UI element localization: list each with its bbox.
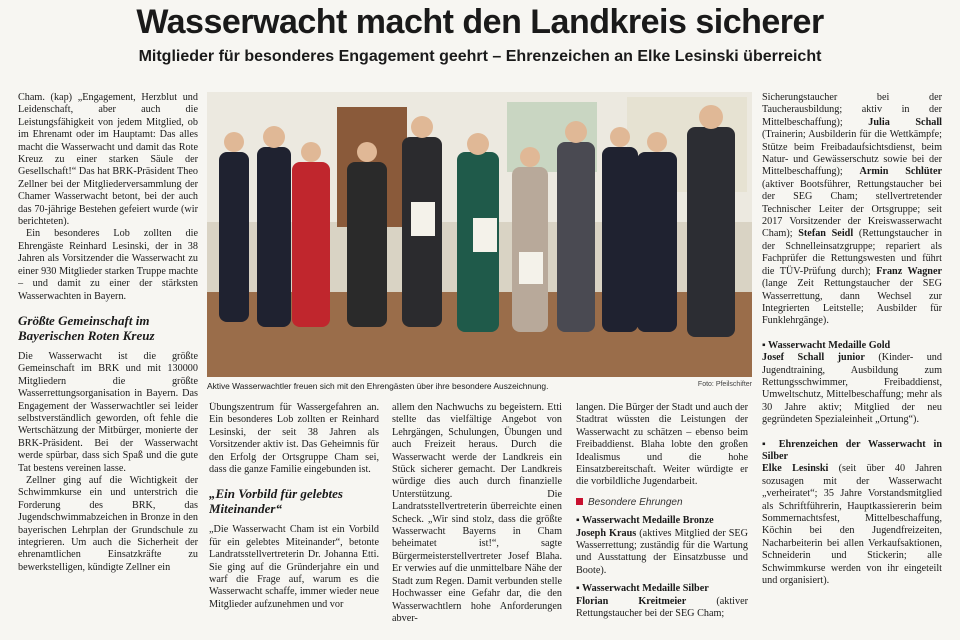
award-entry: [576, 528, 748, 578]
group-photo-image: [207, 92, 752, 377]
honoree-text: Sicherungstaucher bei der Taucherausbildung; aktiv in der Mittelbeschaffung);: [762, 92, 942, 128]
paragraph: langen. Die Bürger der Stadt und auch der Stadtrat wüssten die Leistungen der Wasserwacht zu schätzen – ebenso beim Freibaddienst. Blaha lobte den großen Idealismus und die hohe Einsatzbereitschaft. Weiter würdigte er die vorbildliche Jugendarbeit.: [576, 402, 748, 488]
award-entry: [762, 92, 942, 328]
headline: Wasserwacht macht den Landkreis sicherer: [136, 3, 824, 41]
honors-heading-text: Besondere Ehrungen: [588, 496, 683, 508]
award-title: ▪ Wasserwacht Medaille Silber: [576, 583, 709, 595]
column-2: [209, 402, 379, 640]
paragraph: Übungszentrum für Wassergefahren an. Ein besonderes Lob zollten er Reinhard Lesinski, der seit 38 Jahren als Vorsitzender aktiv ist. Das Geheimnis für den Erfolg der Ortsgruppe Cham sei, dass die ganze Familie eingebunden ist.: [209, 402, 379, 476]
honoree-name: Armin Schlüter: [859, 166, 942, 178]
award-entry: [576, 596, 748, 621]
red-square-icon: [576, 498, 583, 505]
honoree-name: Stefan Seidl: [798, 228, 854, 240]
photo-credit: Foto: Pfeilschifter: [697, 381, 752, 388]
honoree-text: (seit über 40 Jahren sozusagen mit der Wasserwacht „verheiratet“; 35 Jahre Vorstandsmitglied als Schriftführerin, Hauptkassiererin beim Sommernachtsfest, Mittelbeschaffung, Köchin bei den Jugendfreizeiten, Nacharbeiterin bei allen Verkaufsaktionen, Schneiderin und Stickerin; alle Schwimmkurse werden von ihr eingeteilt und organisiert).: [762, 463, 942, 587]
article-header: [0, 0, 960, 68]
column-5: [762, 92, 942, 640]
column-1: [18, 92, 198, 640]
honoree-text: (aktives Mitglied der SEG Wasserrettung; zuständig für die Wartung und Ausstattung der Einsatzbusse und Boote).: [576, 527, 748, 576]
paragraph: Zellner ging auf die Wichtigkeit der Schwimmkurse ein und unterstrich die Forderung des BRK, das Jugendschwimmabzeichen in Bronze in den bayerischen Lehrplan der Grundschule zu integrieren. Um auch die Sicherheit der ehrenamtlichen Einsatzkräfte zu bewerkstelligen, kündigte Zellner ein: [18, 474, 198, 573]
group-photo: [207, 92, 752, 377]
honoree-name: Franz Wagner: [876, 265, 942, 277]
honoree-name: Florian Kreitmeier: [576, 595, 687, 607]
honoree-text: (aktiver Bootsführer, Rettungstaucher bei der SEG Cham; stellvertretender Technischer Leiter der Ortsgruppe; seit 2017 Vorsitzender der Kreiswasserwacht Cham);: [762, 178, 942, 240]
award-entry: [762, 463, 942, 587]
honoree-name: Josef Schall junior: [762, 352, 865, 364]
caption-text: Aktive Wasserwachtler freuen sich mit den Ehrengästen über ihre besondere Auszeichnung.: [207, 381, 549, 391]
award-title: ▪ Wasserwacht Medaille Bronze: [576, 515, 714, 527]
paragraph: Cham. (kap) „Engagement, Herzblut und Leidenschaft, aber auch die Leistungsfähigkeit von jedem Mitglied, ob im Ehrenamt oder im Hauptamt: Das alles macht die Wasserwacht und damit das Rote Kreuz zu einer starken Säule der Gesellschaft!“ Das hat BRK-Präsident Theo Zellner bei der Mitgliederversammlung der Chamer Wasserwacht betont, bei der auch das 70-jährige Bestehen gefeiert wurde (wir berichteten).: [18, 92, 198, 228]
honoree-name: Elke Lesinski: [762, 463, 829, 475]
honoree-text: (lange Zeit Rettungstaucher der SEG Wasserrettung, dann Wechsel zur Integrierten Leitstelle; Ausbilder für Funklehrgänge).: [762, 278, 942, 327]
honoree-name: Joseph Kraus: [576, 527, 637, 539]
column-4: [576, 402, 748, 640]
honors-box-heading: [576, 497, 748, 509]
subheading: „Ein Vorbild für gelebtes Miteinander“: [209, 486, 343, 517]
paragraph: „Die Wasserwacht Cham ist ein Vorbild für ein gelebtes Miteinander“, betonte Landratsstellvertreterin Dr. Johanna Etti. Sie ging auf die Gründerjahre ein und warf die Frage auf, warum es die Wasserwacht schaffe, immer wieder neue Mitglieder aufzunehmen und vor: [209, 524, 379, 610]
paragraph: allem den Nachwuchs zu begeistern. Etti stellte das vielfältige Angebot von Lehrgängen, Schulungen, Übungen und auch Freizeit heraus. Durch die Wasserwacht werde der Landkreis ein Stück sicherer gemacht. Der Landkreis würdige dies auch durch finanzielle Unterstützung. Die Landratsstellvertreterin überreichte einen Scheck. „Wir sind stolz, dass die größte Wasserwacht Bayerns in Cham beheimatet ist!“, sagte Bürgermeisterstellvertreter Josef Blaha. Er verwies auf die unmittelbare Nähe der Stadt zum Regen. Damit verbunden stelle Hochwasser eine Gefahr dar, die den Wasserwachtlern hohe Anforderungen abver-: [392, 402, 562, 624]
subheading: Größte Gemeinschaft im Bayerischen Roten Kreuz: [18, 312, 155, 343]
column-3: [392, 402, 562, 640]
honoree-name: Julia Schall: [868, 116, 942, 128]
honoree-text: (Kinder- und Jugendtraining, Ausbildung zum Rettungsschwimmer, Freibaddienst, Umweltschutz, Mittelbeschaffung; mehr als 30 Jahre aktiv; Mitglied der neu gegründeten Spezialeinheit „Ortung“).: [762, 352, 942, 426]
paragraph: Ein besonderes Lob zollten die Ehrengäste Reinhard Lesinski, der in 38 Jahren als Vorsitzender die Wasserwacht zu einer 930 Mitglieder starken Truppe machte – und damit zu einer der stärksten Wasserwachten in Bayern.: [18, 228, 198, 302]
photo-caption: [207, 381, 752, 391]
award-title: ▪ Ehrenzeichen der Wasserwacht in Silber: [762, 438, 942, 462]
honoree-text: (Trainerin; Ausbilderin für die Wettkämpfe; Stütze beim Freibadaufsichtsdienst, beim Natur- und Gewässerschutz sowie bei der Mittelbeschaffung);: [762, 129, 942, 178]
honoree-text: (aktiver Rettungstaucher bei der SEG Cham;: [576, 595, 748, 620]
award-entry: [762, 352, 942, 426]
award-title: ▪ Wasserwacht Medaille Gold: [762, 339, 891, 351]
honoree-text: (Rettungstaucher in der Schnelleinsatzgruppe; repariert als Fachprüfer die Rettungswesten und führt die TÜV-Prüfung durch);: [762, 228, 942, 277]
paragraph: Die Wasserwacht ist die größte Gemeinschaft im BRK und mit 130000 Mitgliedern die größte Wasserrettungsorganisation in Bayern. Das Engagement der Wasserwachtler sei leider selbstverständlich geworden, oft fehle die Wertschätzung der Mitbürger, monierte der BRK-Präsident. Bei der Wasserwacht werde spürbar, dass sich Spaß und die gute Tat bestens vereinen lasse.: [18, 350, 198, 474]
subheadline: Mitglieder für besonderes Engagement geehrt – Ehrenzeichen an Elke Lesinski überreicht: [138, 48, 822, 65]
